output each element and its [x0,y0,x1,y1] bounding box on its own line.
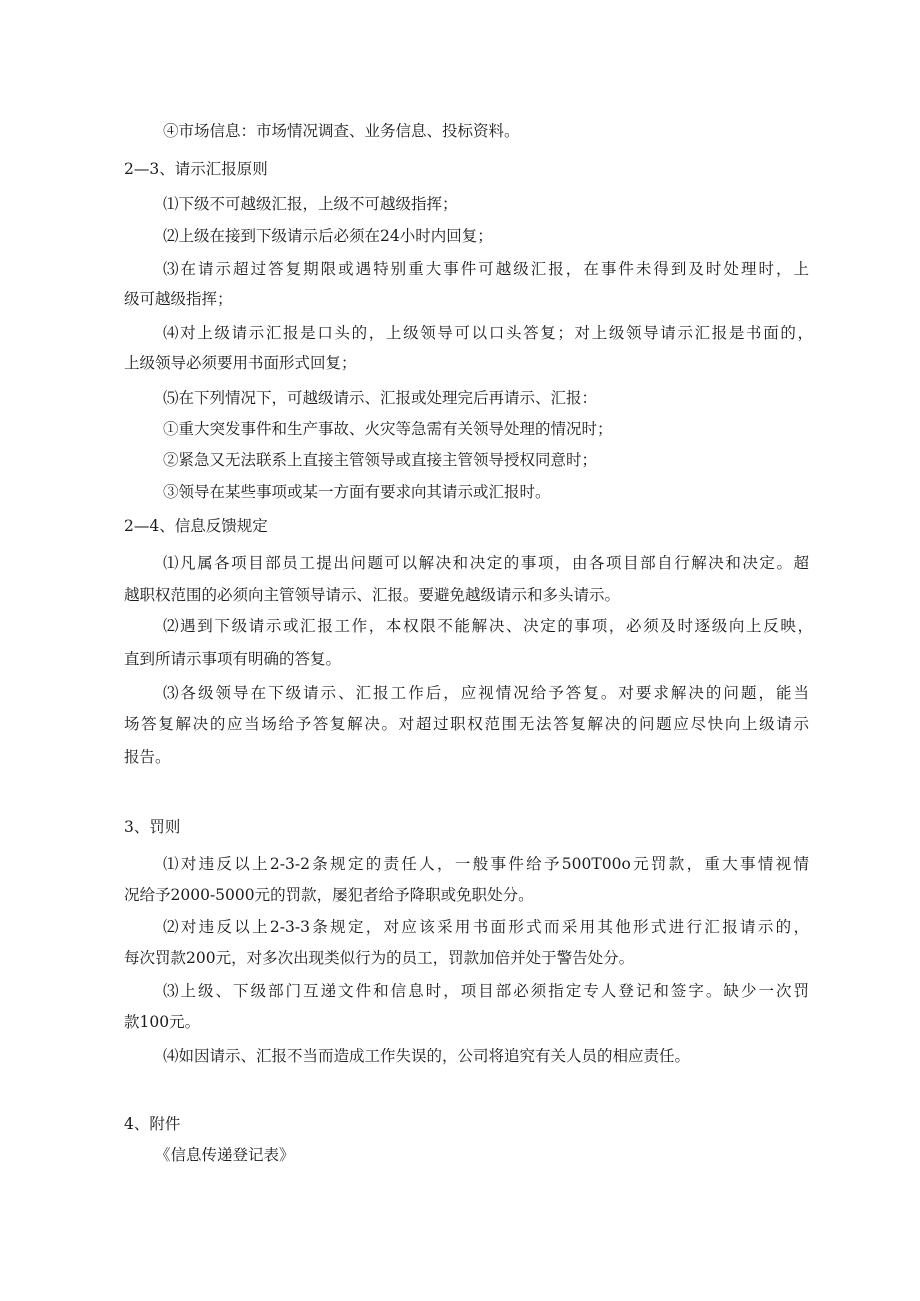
penalty-1-line2: 况给予2000-5000元的罚款，屡犯者给予降职或免职处分。 [124,886,534,904]
section-heading-2-4: 2—4、信息反馈规定 [124,517,268,535]
penalty-3-line2: 款100元。 [124,1013,201,1031]
rule-2-3-2: ⑵上级在接到下级请示后必须在24小时内回复； [163,227,493,245]
rule-2-4-1-line2: 越职权范围的必须向主管领导请示、汇报。要避免越级请示和多头请示。 [124,586,621,604]
rule-2-3-5: ⑸在下列情况下，可越级请示、汇报或处理完后再请示、汇报： [163,389,598,407]
rule-2-3-5-item2: ②紧急又无法联系上直接主管领导或直接主管领导授权同意时； [163,451,598,469]
penalty-1-line1: ⑴对违反以上2-3-2条规定的责任人，一般事件给予500T00o元罚款，重大事情视情 [163,855,809,873]
rule-2-3-5-item3: ③领导在某些事项或某一方面有要求向其请示或汇报时。 [163,483,551,501]
rule-2-3-3-line2: 级可越级指挥； [124,290,233,308]
rule-2-3-4-line1: ⑷对上级请示汇报是口头的，上级领导可以口头答复；对上级领导请示汇报是书面的， [163,324,813,342]
rule-2-3-3-line1: ⑶在请示超过答复期限或遇特别重大事件可越级汇报，在事件未得到及时处理时，上 [163,260,809,278]
section-heading-2-3: 2—3、请示汇报原则 [124,160,268,178]
rule-2-4-3-line3: 报告。 [124,748,171,766]
rule-2-4-1-line1: ⑴凡属各项目部员工提出问题可以解决和决定的事项，由各项目部自行解决和决定。超 [163,554,809,572]
rule-2-4-3-line1: ⑶各级领导在下级请示、汇报工作后，应视情况给予答复。对要求解决的问题，能当 [163,684,809,702]
penalty-3-line1: ⑶上级、下级部门互递文件和信息时，项目部必须指定专人登记和签字。缺少一次罚 [163,982,809,1000]
paragraph-market-info: ④市场信息：市场情况调查、业务信息、投标资料。 [163,122,520,140]
rule-2-3-4-line2: 上级领导必须要用书面形式回复； [124,354,357,372]
rule-2-3-5-item1: ①重大突发事件和生产事故、火灾等急需有关领导处理的情况时； [163,420,613,438]
penalty-2-line1: ⑵对违反以上2-3-3条规定，对应该采用书面形式而采用其他形式进行汇报请示的， [163,918,809,936]
penalty-4: ⑷如因请示、汇报不当而造成工作失误的，公司将追究有关人员的相应责任。 [163,1047,691,1065]
section-heading-3: 3、罚则 [124,818,181,836]
penalty-2-line2: 每次罚款200元，对多次出现类似行为的员工，罚款加倍并处于警告处分。 [124,949,635,967]
rule-2-3-1: ⑴下级不可越级汇报，上级不可越级指挥； [163,195,458,213]
rule-2-4-2-line2: 直到所请示事项有明确的答复。 [124,650,342,668]
rule-2-4-3-line2: 场答复解决的应当场给予答复解决。对超过职权范围无法答复解决的问题应尽快向上级请示 [124,715,809,733]
attachment-title: 《信息传递登记表》 [155,1146,295,1164]
rule-2-4-2-line1: ⑵遇到下级请示或汇报工作，本权限不能解决、决定的事项，必须及时逐级向上反映， [163,617,813,635]
section-heading-4: 4、附件 [124,1115,181,1133]
